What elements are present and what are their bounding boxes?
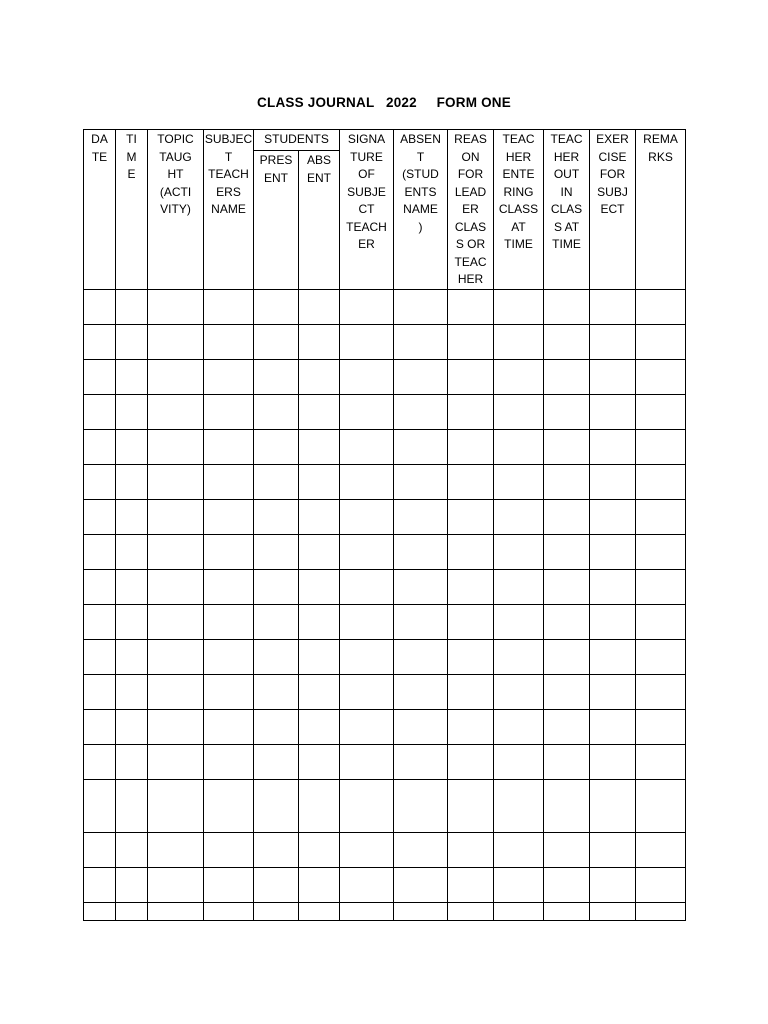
journal-cell[interactable] [340,570,394,605]
journal-cell[interactable] [448,570,494,605]
journal-cell[interactable] [148,535,204,570]
header-teacher-out: TEAC HER OUT IN CLAS S AT TIME [544,130,590,290]
journal-row [84,395,686,430]
journal-cell[interactable] [448,500,494,535]
journal-cell[interactable] [448,535,494,570]
journal-cell[interactable] [544,833,590,868]
journal-cell[interactable] [340,535,394,570]
journal-row [84,360,686,395]
journal-cell[interactable] [254,430,299,465]
journal-cell[interactable] [636,500,686,535]
journal-cell[interactable] [544,745,590,780]
journal-cell[interactable] [84,605,116,640]
header-date: DA TE [84,130,116,290]
journal-cell[interactable] [299,640,340,675]
journal-cell[interactable] [448,833,494,868]
header-subject-teacher-name: SUBJEC T TEACH ERS NAME [204,130,254,290]
journal-cell[interactable] [204,500,254,535]
journal-cell[interactable] [84,833,116,868]
journal-cell[interactable] [299,745,340,780]
journal-cell[interactable] [340,640,394,675]
journal-cell[interactable] [590,395,636,430]
journal-cell[interactable] [448,780,494,833]
journal-cell[interactable] [494,325,544,360]
journal-cell[interactable] [116,325,148,360]
journal-cell[interactable] [299,395,340,430]
journal-cell[interactable] [299,868,340,903]
journal-cell[interactable] [116,868,148,903]
journal-cell[interactable] [394,903,448,921]
journal-cell[interactable] [636,745,686,780]
journal-cell[interactable] [544,675,590,710]
journal-cell[interactable] [494,500,544,535]
journal-cell[interactable] [394,325,448,360]
journal-cell[interactable] [204,290,254,325]
journal-cell[interactable] [299,360,340,395]
journal-cell[interactable] [494,395,544,430]
journal-cell[interactable] [254,710,299,745]
journal-cell[interactable] [254,500,299,535]
journal-cell[interactable] [116,710,148,745]
journal-row [84,570,686,605]
journal-cell[interactable] [148,395,204,430]
journal-cell[interactable] [590,675,636,710]
journal-cell[interactable] [394,675,448,710]
journal-cell[interactable] [494,745,544,780]
journal-row [84,780,686,833]
journal-cell[interactable] [204,325,254,360]
journal-row [84,640,686,675]
journal-cell[interactable] [448,868,494,903]
journal-cell[interactable] [116,430,148,465]
page-title: CLASS JOURNAL 2022 FORM ONE [257,95,511,110]
journal-cell[interactable] [204,640,254,675]
journal-cell[interactable] [116,290,148,325]
journal-cell[interactable] [84,360,116,395]
journal-cell[interactable] [84,675,116,710]
journal-cell[interactable] [448,675,494,710]
journal-cell[interactable] [340,290,394,325]
journal-cell[interactable] [394,710,448,745]
journal-cell[interactable] [544,465,590,500]
journal-cell[interactable] [299,325,340,360]
journal-cell[interactable] [494,868,544,903]
header-row-top [84,130,686,151]
journal-cell[interactable] [254,605,299,640]
journal-cell[interactable] [84,535,116,570]
journal-cell[interactable] [590,290,636,325]
journal-cell[interactable] [340,325,394,360]
journal-cell[interactable] [340,360,394,395]
journal-cell[interactable] [394,868,448,903]
journal-cell[interactable] [590,465,636,500]
journal-cell[interactable] [494,605,544,640]
journal-cell[interactable] [544,780,590,833]
journal-cell[interactable] [636,675,686,710]
journal-cell[interactable] [84,395,116,430]
journal-cell[interactable] [394,535,448,570]
journal-cell[interactable] [494,570,544,605]
journal-cell[interactable] [590,360,636,395]
journal-cell[interactable] [204,535,254,570]
journal-cell[interactable] [394,745,448,780]
journal-cell[interactable] [84,500,116,535]
journal-row [84,290,686,325]
journal-cell[interactable] [494,675,544,710]
journal-cell[interactable] [394,570,448,605]
journal-cell[interactable] [148,780,204,833]
journal-cell[interactable] [254,745,299,780]
header-topic-taught: TOPIC TAUG HT (ACTI VITY) [148,130,204,290]
journal-cell[interactable] [494,465,544,500]
journal-cell[interactable] [204,605,254,640]
journal-cell[interactable] [116,360,148,395]
journal-cell[interactable] [494,833,544,868]
journal-cell[interactable] [299,290,340,325]
journal-cell[interactable] [84,745,116,780]
journal-cell[interactable] [299,465,340,500]
journal-cell[interactable] [494,780,544,833]
journal-row [84,430,686,465]
journal-cell[interactable] [448,710,494,745]
journal-cell[interactable] [340,395,394,430]
journal-cell[interactable] [590,500,636,535]
journal-cell[interactable] [394,290,448,325]
journal-cell[interactable] [544,395,590,430]
journal-cell[interactable] [116,395,148,430]
journal-cell[interactable] [494,535,544,570]
journal-cell[interactable] [204,710,254,745]
journal-row [84,465,686,500]
journal-cell[interactable] [590,640,636,675]
journal-cell[interactable] [544,500,590,535]
journal-cell[interactable] [340,903,394,921]
header-exercise: EXER CISE FOR SUBJ ECT [590,130,636,290]
journal-cell[interactable] [116,605,148,640]
journal-cell[interactable] [254,395,299,430]
journal-cell[interactable] [340,710,394,745]
journal-row [84,535,686,570]
journal-cell[interactable] [84,465,116,500]
header-teacher-entering: TEAC HER ENTE RING CLASS AT TIME [494,130,544,290]
journal-cell[interactable] [636,605,686,640]
journal-cell[interactable] [590,605,636,640]
header-students: STUDENTS [254,130,340,151]
journal-row [84,675,686,710]
journal-cell[interactable] [116,500,148,535]
journal-cell[interactable] [148,675,204,710]
journal-cell[interactable] [148,570,204,605]
journal-cell[interactable] [84,290,116,325]
journal-cell[interactable] [636,833,686,868]
journal-cell[interactable] [148,868,204,903]
journal-cell[interactable] [299,430,340,465]
journal-cell[interactable] [204,745,254,780]
journal-cell[interactable] [394,605,448,640]
journal-cell[interactable] [544,290,590,325]
journal-cell[interactable] [544,430,590,465]
journal-cell[interactable] [340,430,394,465]
journal-cell[interactable] [494,640,544,675]
journal-row [84,868,686,903]
journal-cell[interactable] [494,903,544,921]
journal-cell[interactable] [494,430,544,465]
header-signature: SIGNA TURE OF SUBJE CT TEACH ER [340,130,394,290]
journal-cell[interactable] [636,430,686,465]
journal-cell[interactable] [340,605,394,640]
journal-cell[interactable] [204,903,254,921]
journal-cell[interactable] [116,465,148,500]
journal-cell[interactable] [254,833,299,868]
journal-cell[interactable] [204,868,254,903]
journal-cell[interactable] [254,675,299,710]
journal-cell[interactable] [148,500,204,535]
journal-cell[interactable] [340,675,394,710]
journal-cell[interactable] [394,833,448,868]
journal-cell[interactable] [394,500,448,535]
journal-cell[interactable] [299,500,340,535]
journal-cell[interactable] [590,570,636,605]
journal-cell[interactable] [636,465,686,500]
journal-row [84,500,686,535]
journal-cell[interactable] [590,868,636,903]
journal-cell[interactable] [448,605,494,640]
journal-cell[interactable] [636,780,686,833]
journal-cell[interactable] [394,465,448,500]
journal-cell[interactable] [544,868,590,903]
journal-cell[interactable] [148,605,204,640]
journal-cell[interactable] [299,605,340,640]
journal-cell[interactable] [636,868,686,903]
journal-cell[interactable] [204,570,254,605]
journal-cell[interactable] [636,395,686,430]
journal-cell[interactable] [544,710,590,745]
journal-cell[interactable] [340,465,394,500]
journal-cell[interactable] [84,325,116,360]
journal-cell[interactable] [116,903,148,921]
journal-cell[interactable] [590,535,636,570]
journal-cell[interactable] [148,290,204,325]
journal-row [84,903,686,921]
journal-cell[interactable] [84,780,116,833]
journal-row [84,325,686,360]
header-absent-student-names: ABSEN T (STUD ENTS NAME ) [394,130,448,290]
journal-cell[interactable] [340,745,394,780]
journal-cell[interactable] [299,780,340,833]
journal-cell[interactable] [448,360,494,395]
journal-cell[interactable] [204,395,254,430]
journal-cell[interactable] [84,868,116,903]
journal-cell[interactable] [636,360,686,395]
journal-cell[interactable] [204,430,254,465]
journal-cell[interactable] [494,710,544,745]
journal-cell[interactable] [494,360,544,395]
journal-cell[interactable] [590,833,636,868]
journal-cell[interactable] [636,535,686,570]
journal-cell[interactable] [448,903,494,921]
journal-cell[interactable] [544,903,590,921]
journal-row [84,605,686,640]
journal-cell[interactable] [590,903,636,921]
journal-cell[interactable] [148,430,204,465]
journal-cell[interactable] [544,605,590,640]
journal-cell[interactable] [448,465,494,500]
journal-cell[interactable] [299,675,340,710]
journal-row [84,710,686,745]
journal-cell[interactable] [590,745,636,780]
journal-cell[interactable] [448,430,494,465]
journal-cell[interactable] [340,500,394,535]
journal-cell[interactable] [590,710,636,745]
journal-cell[interactable] [299,710,340,745]
journal-cell[interactable] [254,465,299,500]
journal-cell[interactable] [204,360,254,395]
journal-cell[interactable] [299,833,340,868]
journal-cell[interactable] [254,640,299,675]
journal-cell[interactable] [590,430,636,465]
journal-cell[interactable] [544,570,590,605]
journal-cell[interactable] [204,833,254,868]
journal-cell[interactable] [116,780,148,833]
journal-cell[interactable] [394,780,448,833]
journal-cell[interactable] [116,745,148,780]
journal-cell[interactable] [636,903,686,921]
journal-cell[interactable] [448,395,494,430]
journal-cell[interactable] [448,290,494,325]
journal-cell[interactable] [254,325,299,360]
journal-cell[interactable] [254,780,299,833]
journal-cell[interactable] [636,570,686,605]
journal-cell[interactable] [394,430,448,465]
journal-cell[interactable] [494,290,544,325]
journal-cell[interactable] [254,903,299,921]
journal-cell[interactable] [84,710,116,745]
journal-cell[interactable] [148,745,204,780]
journal-cell[interactable] [590,325,636,360]
journal-cell[interactable] [84,430,116,465]
journal-cell[interactable] [636,325,686,360]
journal-row [84,833,686,868]
journal-cell[interactable] [84,903,116,921]
journal-cell[interactable] [590,780,636,833]
journal-cell[interactable] [544,535,590,570]
journal-cell[interactable] [116,570,148,605]
journal-cell[interactable] [116,640,148,675]
journal-cell[interactable] [254,868,299,903]
journal-cell[interactable] [204,465,254,500]
journal-cell[interactable] [254,290,299,325]
journal-cell[interactable] [84,570,116,605]
journal-cell[interactable] [84,640,116,675]
journal-cell[interactable] [394,360,448,395]
journal-cell[interactable] [636,640,686,675]
journal-cell[interactable] [148,710,204,745]
journal-cell[interactable] [394,640,448,675]
journal-cell[interactable] [299,903,340,921]
journal-cell[interactable] [340,833,394,868]
journal-cell[interactable] [148,465,204,500]
journal-cell[interactable] [340,868,394,903]
journal-cell[interactable] [394,395,448,430]
journal-cell[interactable] [148,640,204,675]
header-remarks: REMA RKS [636,130,686,290]
journal-cell[interactable] [116,675,148,710]
journal-cell[interactable] [254,570,299,605]
header-absent: ABS ENT [299,151,340,290]
journal-cell[interactable] [116,535,148,570]
journal-cell[interactable] [448,745,494,780]
header-reason: REAS ON FOR LEAD ER CLAS S OR TEAC HER [448,130,494,290]
journal-cell[interactable] [544,640,590,675]
journal-cell[interactable] [116,833,148,868]
header-time: TI M E [116,130,148,290]
journal-cell[interactable] [254,535,299,570]
journal-cell[interactable] [636,710,686,745]
journal-cell[interactable] [448,325,494,360]
journal-cell[interactable] [204,675,254,710]
journal-cell[interactable] [448,640,494,675]
journal-cell[interactable] [148,360,204,395]
journal-cell[interactable] [340,780,394,833]
journal-cell[interactable] [544,325,590,360]
journal-cell[interactable] [636,290,686,325]
journal-cell[interactable] [148,325,204,360]
journal-cell[interactable] [254,360,299,395]
journal-cell[interactable] [299,535,340,570]
journal-cell[interactable] [544,360,590,395]
journal-cell[interactable] [148,903,204,921]
journal-cell[interactable] [204,780,254,833]
class-journal-table [83,129,686,921]
journal-row [84,745,686,780]
journal-cell[interactable] [148,833,204,868]
journal-cell[interactable] [299,570,340,605]
journal-body [84,290,686,921]
header-present: PRES ENT [254,151,299,290]
